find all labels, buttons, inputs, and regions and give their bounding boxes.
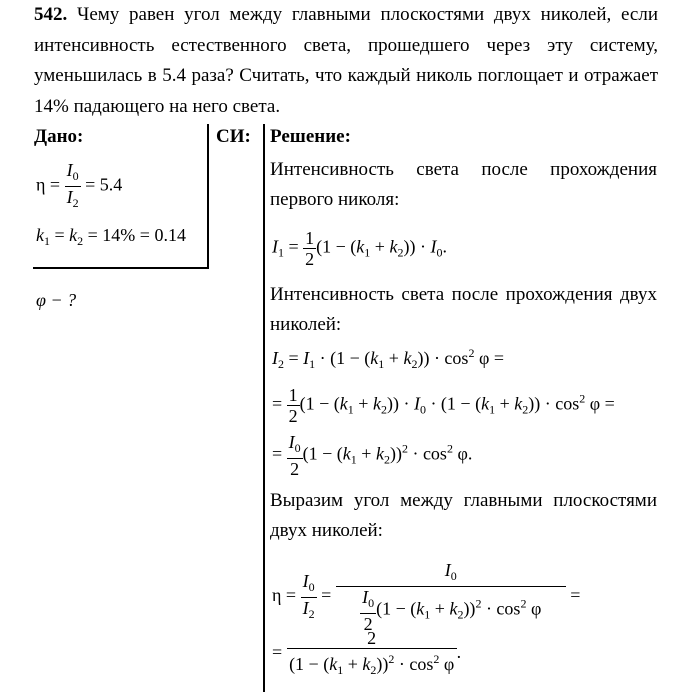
formula-eta-2: = $\frac{2}{(1 - (k_1 + k_2))^2 \cdot \cos^2 \varphi}$ . bbox=[272, 628, 462, 677]
header-solution: Решение: bbox=[270, 126, 351, 147]
given-k: $k_1 = k_2 = 14\% = 0.14$ bbox=[36, 225, 186, 248]
header-si: СИ: bbox=[216, 126, 251, 147]
eta-fraction: $\frac{I_0}{I_2}$ bbox=[66, 160, 79, 210]
problem-line-4: 14% падающего на него света. bbox=[34, 95, 281, 117]
solution-paragraph-1: Интенсивность света после прохождения первого николя: bbox=[270, 159, 657, 210]
formula-i2-line-3: = $\frac{I_0}{2}$ $(1 - (k_1 + k_2))^2 \cdot \cos^2 \varphi$. bbox=[272, 432, 473, 479]
solution-paragraph-2: Интенсивность света после прохождения двух николей: bbox=[270, 284, 657, 335]
find-phi: φ − ? bbox=[36, 290, 77, 310]
problem-number: 542. bbox=[34, 4, 68, 25]
problem-line-2: интенсивность естественного света, прошедшего через эту систему, bbox=[34, 34, 658, 56]
formula-eta-1: η = $\frac{I_0}{I_2}$ = $I_0$ $\frac{I_0}{2}$ $(1 - (k_1 + k_2))^2 \cdot \cos^2 \varphi$ = bbox=[272, 560, 581, 634]
divider-si-solution bbox=[263, 124, 265, 692]
given-eta: η = $\frac{I_0}{I_2}$ = 5.4 bbox=[36, 160, 122, 213]
formula-i1: $I_1$ = $\frac{1}{2}$ $(1 - (k_1 + k_2)) \cdot I_0$. bbox=[272, 228, 447, 269]
problem-statement bbox=[34, 0, 658, 122]
solution-paragraph-3: Выразим угол между главными плоскостями двух николей: bbox=[270, 490, 657, 541]
problem-line-3: уменьшилась в 5.4 раза? Считать, что каждый николь поглощает и отражает bbox=[34, 65, 658, 86]
problem-line-1: 542. Чему равен угол между главными плоскостями двух николей, если bbox=[34, 4, 659, 25]
header-given: Дано: bbox=[34, 126, 84, 147]
formula-i2-line-2: = $\frac{1}{2}$ $(1 - (k_1 + k_2)) \cdot I_0 \cdot (1 - (k_1 + k_2)) \cdot \cos^2 \varphi$ = bbox=[272, 385, 615, 426]
divider-given-si bbox=[207, 124, 209, 269]
formula-i2-line-1: $I_2 = I_1 \cdot (1 - (k_1 + k_2)) \cdot \cos^2 \varphi$ = bbox=[272, 346, 504, 371]
divider-given-find bbox=[33, 267, 209, 269]
